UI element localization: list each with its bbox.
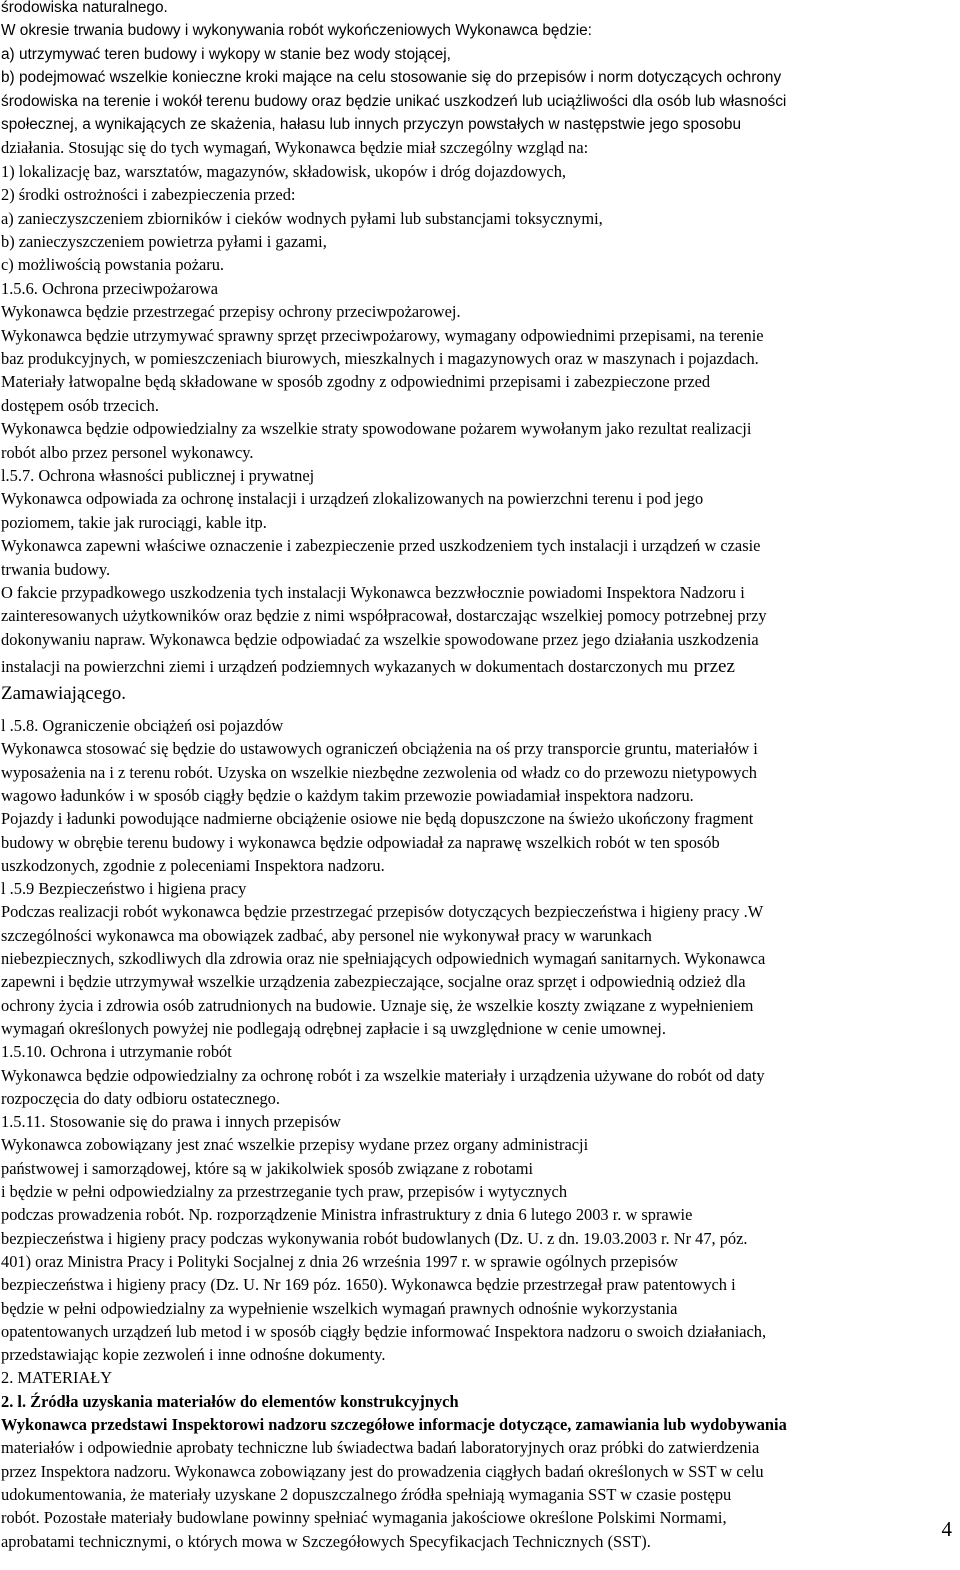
- text-line: 2. MATERIAŁY: [1, 1368, 113, 1388]
- text-line: trwania budowy.: [1, 559, 111, 579]
- text-line: 1.5.11. Stosowanie się do prawa i innych przepisów: [1, 1112, 341, 1132]
- text-line: Materiały łatwopalne będą składowane w sposób zgodny z odpowiednimi przepisami i zabezpieczone przed: [1, 372, 711, 392]
- text-line: materiałów i odpowiednie aprobaty techniczne lub świadectwa badań laboratoryjnych oraz próbki do zatwierdzenia: [1, 1438, 760, 1458]
- text-line: bezpieczeństwa i higieny pracy (Dz. U. Nr 169 póz. 1650). Wykonawca będzie przestrzegał praw patentowych i: [1, 1275, 736, 1295]
- text-line: działania. Stosując się do tych wymagań, Wykonawca będzie miał szczególny wzgląd na:: [1, 138, 589, 158]
- text-line: Wykonawca zapewni właściwe oznaczenie i zabezpieczenie przed uszkodzeniem tych instalacji i urządzeń w czasie: [1, 536, 761, 556]
- text-line: 2) środki ostrożności i zabezpieczenia przed:: [1, 185, 296, 205]
- text-line: rozpoczęcia do daty odbioru ostatecznego.: [1, 1088, 280, 1108]
- text-line: dokonywaniu napraw. Wykonawca będzie odpowiadać za wszelkie spowodowane przez jego działania uszkodzenia: [1, 629, 759, 649]
- text-line: l.5.7. Ochrona własności publicznej i prywatnej: [1, 466, 315, 485]
- text-line: podczas prowadzenia robót. Np. rozporządzenie Ministra infrastruktury z dnia 6 lutego 2003 r. w sprawie: [1, 1205, 693, 1225]
- text-line: b) zanieczyszczeniem powietrza pyłami i gazami,: [1, 232, 327, 251]
- text-line: zainteresowanych użytkowników oraz będzie z nimi współpracował, dostarczając wszelkiej pomocy potrzebnej przy: [1, 606, 767, 626]
- text-line: niebezpiecznych, szkodliwych dla zdrowia oraz nie spełniających odpowiednich wymagań sanitarnych. Wykonawca: [1, 949, 766, 968]
- text-line: l .5.8. Ograniczenie obciążeń osi pojazdów: [1, 716, 284, 735]
- text-line: O fakcie przypadkowego uszkodzenia tych instalacji Wykonawca bezzwłocznie powiadomi Inspektora Nadzoru i: [1, 583, 745, 602]
- text-line: udokumentowania, że materiały uzyskane 2 dopuszczalnego źródła spełniają wymagania SST w czasie postępu: [1, 1484, 732, 1504]
- text-line: Podczas realizacji robót wykonawca będzie przestrzegać przepisów dotyczących bezpieczeństwa i higieny pracy .W: [1, 902, 764, 922]
- text-line: środowiska na terenie i wokół terenu budowy oraz będzie unikać uszkodzeń lub uciążliwości dla osób lub własności: [1, 92, 787, 110]
- text-line: Wykonawca będzie przestrzegać przepisy ochrony przeciwpożarowej.: [1, 302, 461, 322]
- text-line: przez Inspektora nadzoru. Wykonawca zobowiązany jest do prowadzenia ciągłych badań określonych w SST w celu: [1, 1461, 764, 1481]
- text-line: wyposażenia na i z terenu robót. Uzyska on wszelkie niezbędne zezwolenia od władz co do przewozu nietypowych: [1, 762, 757, 782]
- text-line: Wykonawca będzie utrzymywać sprawny sprzęt przeciwpożarowy, wymagany odpowiednimi przepisami, na terenie: [1, 325, 764, 345]
- text-line: b) podejmować wszelkie konieczne kroki mające na celu stosowanie się do przepisów i norm dotyczących ochrony: [1, 69, 782, 87]
- text-line: zapewni i będzie utrzymywał wszelkie urządzenia zabezpieczające, socjalne oraz sprzęt i odpowiednią odzież dla: [1, 972, 746, 992]
- text-line-body: instalacji na powierzchni ziemi i urządzeń podziemnych wykazanych w dokumentach dostarczonych mu: [1, 657, 688, 676]
- text-line: Wykonawca stosować się będzie do ustawowych ograniczeń obciążenia na oś przy transporcie gruntu, materiałów i: [1, 739, 758, 759]
- page-number: 4: [941, 1517, 952, 1541]
- text-line: i będzie w pełni odpowiedzialny za przestrzeganie tych praw, przepisów i wytycznych: [1, 1182, 568, 1201]
- text-line: środowiska naturalnego.: [1, 0, 168, 16]
- text-line: 1.5.6. Ochrona przeciwpożarowa: [1, 278, 219, 298]
- text-line: [1, 657, 735, 677]
- text-line: 1) lokalizację baz, warsztatów, magazynów, składowisk, ukopów i dróg dojazdowych,: [1, 161, 567, 181]
- text-line: budowy w obrębie terenu budowy i wykonawca będzie odpowiadał za naprawę wszelkich robót w ten sposób: [1, 832, 720, 852]
- text-line: uszkodzonych, zgodnie z poleceniami Inspektora nadzoru.: [1, 855, 385, 875]
- text-line: będzie w pełni odpowiedzialny za wypełnienie wszelkich wymagań prawnych odnośnie wykorzystania: [1, 1298, 678, 1318]
- text-line: bezpieczeństwa i higieny pracy podczas wykonywania robót budowlanych (Dz. U. z dn. 19.03.2003 r. Nr 47, póz.: [1, 1228, 748, 1248]
- text-line: a) zanieczyszczeniem zbiorników i cieków wodnych pyłami lub substancjami toksycznymi,: [1, 208, 603, 228]
- text-line: społecznej, a wynikających ze skażenia, hałasu lub innych przyczyn powstałych w następstwie jego sposobu: [1, 116, 741, 133]
- text-line: robót. Pozostałe materiały budowlane powinny spełniać wymagania jakościowe określone Polskimi Normami,: [1, 1508, 727, 1528]
- text-line: l .5.9 Bezpieczeństwo i higiena pracy: [1, 879, 247, 899]
- section-heading: 2. l. Źródła uzyskania materiałów do elementów konstrukcyjnych: [1, 1391, 459, 1411]
- text-line: Wykonawca zobowiązany jest znać wszelkie przepisy wydane przez organy administracji: [1, 1135, 589, 1155]
- text-line: Wykonawca będzie odpowiedzialny za wszelkie straty spowodowane pożarem wywołanym jako rezultat realizacji: [1, 419, 752, 439]
- text-line: poziomem, takie jak rurociągi, kable itp.: [1, 512, 267, 532]
- text-line: W okresie trwania budowy i wykonywania robót wykończeniowych Wykonawca będzie:: [1, 22, 592, 40]
- text-line: szczególności wykonawca ma obowiązek zadbać, aby personel nie wykonywał pracy w warunkach: [1, 925, 652, 945]
- text-line: aprobatami technicznymi, o których mowa w Szczegółowych Specyfikacjach Technicznych (SST).: [1, 1531, 651, 1551]
- text-line: państwowej i samorządowej, które są w jakikolwiek sposób związane z robotami: [1, 1158, 534, 1178]
- text-line: wymagań określonych powyżej nie podlegają odrębnej zapłacie i są uwzględnione w cenie umownej.: [1, 1018, 666, 1038]
- text-line: Wykonawca odpowiada za ochronę instalacji i urządzeń zlokalizowanych na powierzchni terenu i pod jego: [1, 489, 704, 509]
- inline-large-word: przez: [693, 656, 735, 677]
- text-line: c) możliwością powstania pożaru.: [1, 255, 225, 275]
- text-line: wagowo ładunków i w sposób ciągły będzie o każdym takim przewozie powiadamiał inspektora nadzoru.: [1, 785, 694, 805]
- text-line: a) utrzymywać teren budowy i wykopy w stanie bez wody stojącej,: [1, 45, 451, 63]
- text-line: 1.5.10. Ochrona i utrzymanie robót: [1, 1042, 232, 1062]
- text-line: Zamawiającego.: [1, 683, 127, 704]
- text-line: robót albo przez personel wykonawcy.: [1, 442, 254, 462]
- text-line: baz produkcyjnych, w pomieszczeniach biurowych, mieszkalnych i magazynowych oraz w maszynach i pojazdach.: [1, 349, 759, 368]
- text-line: dostępem osób trzecich.: [1, 395, 159, 415]
- text-line: opatentowanych urządzeń lub metod i w sposób ciągły będzie informować Inspektora nadzoru o swoich działaniach,: [1, 1321, 767, 1341]
- text-line: Pojazdy i ładunki powodujące nadmierne obciążenie osiowe nie będą dopuszczone na świeżo ukończony fragment: [1, 809, 754, 829]
- text-line: przedstawiając kopie zezwoleń i inne odnośne dokumenty.: [1, 1345, 386, 1365]
- text-line: 401) oraz Ministra Pracy i Polityki Socjalnej z dnia 26 września 1997 r. w sprawie ogólnych przepisów: [1, 1251, 678, 1271]
- section-heading: Wykonawca przedstawi Inspektorowi nadzoru szczegółowe informacje dotyczące, zamawiania lub wydobywania: [1, 1415, 787, 1434]
- text-line: ochrony życia i zdrowia osób zatrudnionych na budowie. Uznaje się, że wszelkie koszty związane z wypełnieniem: [1, 995, 754, 1015]
- text-line: Wykonawca będzie odpowiedzialny za ochronę robót i za wszelkie materiały i urządzenia używane do robót od daty: [1, 1065, 765, 1085]
